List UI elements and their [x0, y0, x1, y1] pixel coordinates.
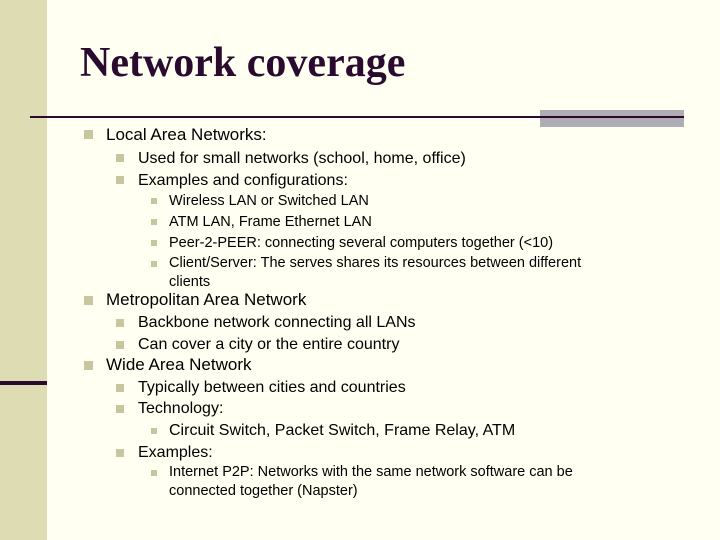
- man-heading: Metropolitan Area Network: [106, 290, 307, 309]
- lan-use: Used for small networks (school, home, office): [138, 150, 466, 167]
- bullet-square-icon: [84, 361, 93, 370]
- lan-example-client-server-line2: clients: [169, 274, 211, 290]
- wan-technology-label: Technology:: [138, 400, 224, 417]
- man-backbone: Backbone network connecting all LANs: [138, 314, 416, 331]
- bullet-square-icon: [116, 405, 124, 413]
- title-rule: [30, 116, 684, 118]
- bullet-square-icon: [116, 319, 124, 327]
- bullet-square-icon: [116, 384, 124, 392]
- lan-examples-label: Examples and configurations:: [138, 172, 348, 189]
- left-decorative-band: [0, 0, 47, 540]
- wan-heading: Wide Area Network: [106, 355, 252, 374]
- bullet-square-icon: [151, 198, 157, 204]
- bullet-square-icon: [116, 341, 124, 349]
- lan-example-p2p: Peer-2-PEER: connecting several computers together (<10): [169, 235, 554, 251]
- slide-title: Network coverage: [80, 40, 406, 86]
- title-rule-accent: [540, 110, 684, 127]
- wan-scope: Typically between cities and countries: [138, 379, 406, 396]
- lan-heading: Local Area Networks:: [106, 125, 267, 144]
- wan-example-internet: [169, 463, 573, 501]
- bullet-square-icon: [151, 240, 157, 246]
- lan-example-wireless: Wireless LAN or Switched LAN: [169, 193, 369, 209]
- left-accent-bar: [0, 381, 47, 385]
- bullet-square-icon: [84, 296, 93, 305]
- bullet-square-icon: [116, 154, 124, 162]
- lan-example-client-server-line1: Client/Server: The serves shares its resources between different: [169, 255, 582, 271]
- lan-example-atm: ATM LAN, Frame Ethernet LAN: [169, 214, 372, 230]
- bullet-square-icon: [84, 130, 93, 139]
- bullet-square-icon: [116, 449, 124, 457]
- bullet-square-icon: [151, 219, 157, 225]
- man-coverage: Can cover a city or the entire country: [138, 336, 400, 353]
- lan-example-client-server: [169, 254, 581, 292]
- bullet-square-icon: [151, 470, 157, 476]
- wan-technology-list: Circuit Switch, Packet Switch, Frame Relay, ATM: [169, 422, 516, 439]
- wan-example-internet-line2: connected together (Napster): [169, 483, 358, 499]
- wan-example-internet-line1: Internet P2P: Networks with the same network software can be: [169, 464, 573, 480]
- wan-examples-label: Examples:: [138, 444, 213, 461]
- bullet-square-icon: [116, 176, 124, 184]
- bullet-square-icon: [151, 428, 157, 434]
- bullet-square-icon: [151, 261, 157, 267]
